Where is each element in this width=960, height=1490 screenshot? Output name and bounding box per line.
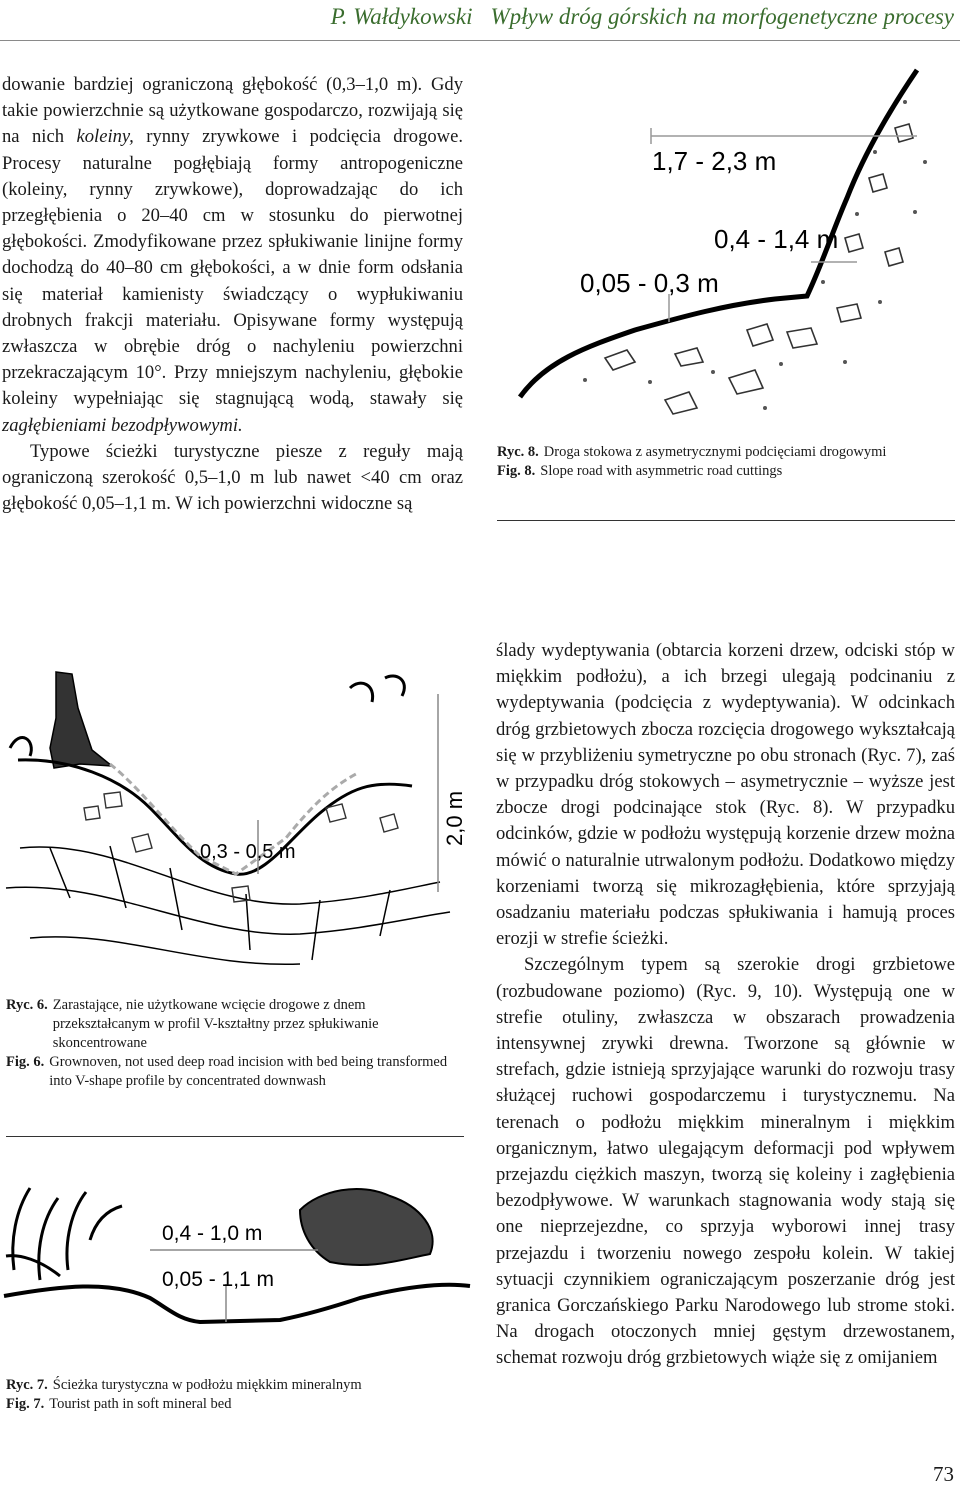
paragraph-4: Szczególnym typem są szerokie drogi grzbietowe (rozbudowane poziomo) (Ryc. 9, 10). Występują one w strefie otuliny, zwłaszcza w obszarach prowadzenia intensywnej zrywki drewna. Tworzone są głównie w strefach, gdzie istnieją sprzyjające warunki do rozwoju trasy służącej ruchowi gospodarczemu i turystycznemu. Na terenach o podłożu miękkim mineralnym i miękkim organicznym, łatwo ulegającym deformacji pod wpływem przejazdu ciężkich maszyn, tworzą się koleiny i zagłębienia bezodpływowe. W warunkach stagnowania wody stają się one nieprzejezdne, co sprzyja wyborowi innej trasy przejazdu i tworzeniu nowego zespołu kolein. W takiej sytuacji czynnikiem ograniczającym poszerzanie dróg jest granica Gorczańskiego Parku Narodowego lub strome stoki. Na drogach otoczonych mniej gęstym drzewostanem, schemat rozwoju dróg grzbietowych wiąże się z omijaniem xyxy=(496,954,955,1369)
fig6-label-depth: 0,3 - 0,5 m xyxy=(200,841,296,863)
fig7-label-width: 0,4 - 1,0 m xyxy=(162,1222,263,1245)
fig7-label-depth: 0,05 - 1,1 m xyxy=(162,1268,275,1291)
fig8-label-mid: 0,4 - 1,4 m xyxy=(714,224,839,254)
paragraph-2: Typowe ścieżki turystyczne piesze z reguły mają ograniczoną szerokość 0,5–1,0 m lub nawet <40 cm oraz głębokość 0,05–1,1 m. W ich powierzchni widoczne są xyxy=(2,440,463,515)
fig8-label-top: 1,7 - 2,3 m xyxy=(652,146,777,176)
fig8-separator xyxy=(497,520,955,521)
header-rule xyxy=(0,40,960,41)
paragraph-1: dowanie bardziej ograniczoną głębokość (0,3–1,0 m). Gdy takie powierzchnie są użytkowane gospodarczo, rozwijają się na nich koleiny, rynny zrywkowe i podcięcia drogowe. Procesy naturalne pogłębiają formy antropogeniczne (koleiny, rynny zrywkowe), doprowadzając do ich przegłębienia o 20–40 cm w stosunku do pierwotnej głębokości. Zmodyfikowane przez spłukiwanie linijne formy dochodzą do 40–80 cm głębokości, a w dnie form odsłania się materiał kamienisty świadczący o wypłukiwaniu drobnych frakcji materiału. Opisywane formy występują zwłaszcza w obrębie dróg o nachyleniu powierzchni przekraczającym 10°. Przy mniejszym nachyleniu, głębokie koleiny wypełniając się stagnującą wodą, stawały się zagłębieniami bezodpływowymi. xyxy=(2,74,463,436)
fig7-illustration xyxy=(0,1170,475,1370)
fig6-separator xyxy=(6,1136,464,1137)
running-head xyxy=(331,4,954,30)
fig8-illustration xyxy=(485,62,955,432)
right-column-text xyxy=(496,638,955,1372)
running-head-title: Wpływ dróg górskich na morfogenetyczne procesy xyxy=(490,4,954,29)
fig6-caption: Ryc. 6. Zarastające, nie użytkowane wcięcie drogowe z dnem przekształcanym w profil V-kształtny przez spłukiwanie skoncentrowane Fig. 6. Grownoven, not used deep road incision with bed being transformed into V-shape profile by concentrated downwash xyxy=(6,997,448,1089)
paragraph-3: ślady wydeptywania (obtarcia korzeni drzew, odciski stóp w miękkim podłożu), a ich brzegi ulegają podcinaniu z wydeptywania (podcięcia z wydeptywania). W odcinkach dróg grzbietowych zbocza rozcięcia drogowego wykształcają się w przybliżeniu symetryczne po obu stronach (Ryc. 7), zaś w przypadku dróg stokowych – asymetrycznie – wyższe jest zbocze drogi podcinające stok (Ryc. 8). W przypadku odcinków, gdzie w podłożu występują korzenie drzew można mówić o naturalnie utrwalonym podłożu. Dodatkowo między korzeniami tworzą się mikrozagłębienia, które sprzyjają osadzaniu materiału podczas spłukiwania i hamują proces erozji w strefie ścieżki. xyxy=(496,640,955,950)
fig7-caption: Ryc. 7. Ścieżka turystyczna w podłożu miękkim mineralnym Fig. 7. Tourist path in soft mineral bed xyxy=(6,1377,362,1412)
running-head-author: P. Wałdykowski xyxy=(330,4,473,29)
fig8-caption: Ryc. 8. Droga stokowa z asymetrycznymi podcięciami drogowymi Fig. 8. Slope road with asymmetric road cuttings xyxy=(497,444,887,479)
left-column-text xyxy=(2,72,463,517)
fig8-label-bottom: 0,05 - 0,3 m xyxy=(580,268,719,298)
fig6-label-height: 2,0 m xyxy=(442,790,467,846)
fig6-illustration xyxy=(0,668,475,978)
page-number: 73 xyxy=(933,1462,954,1486)
